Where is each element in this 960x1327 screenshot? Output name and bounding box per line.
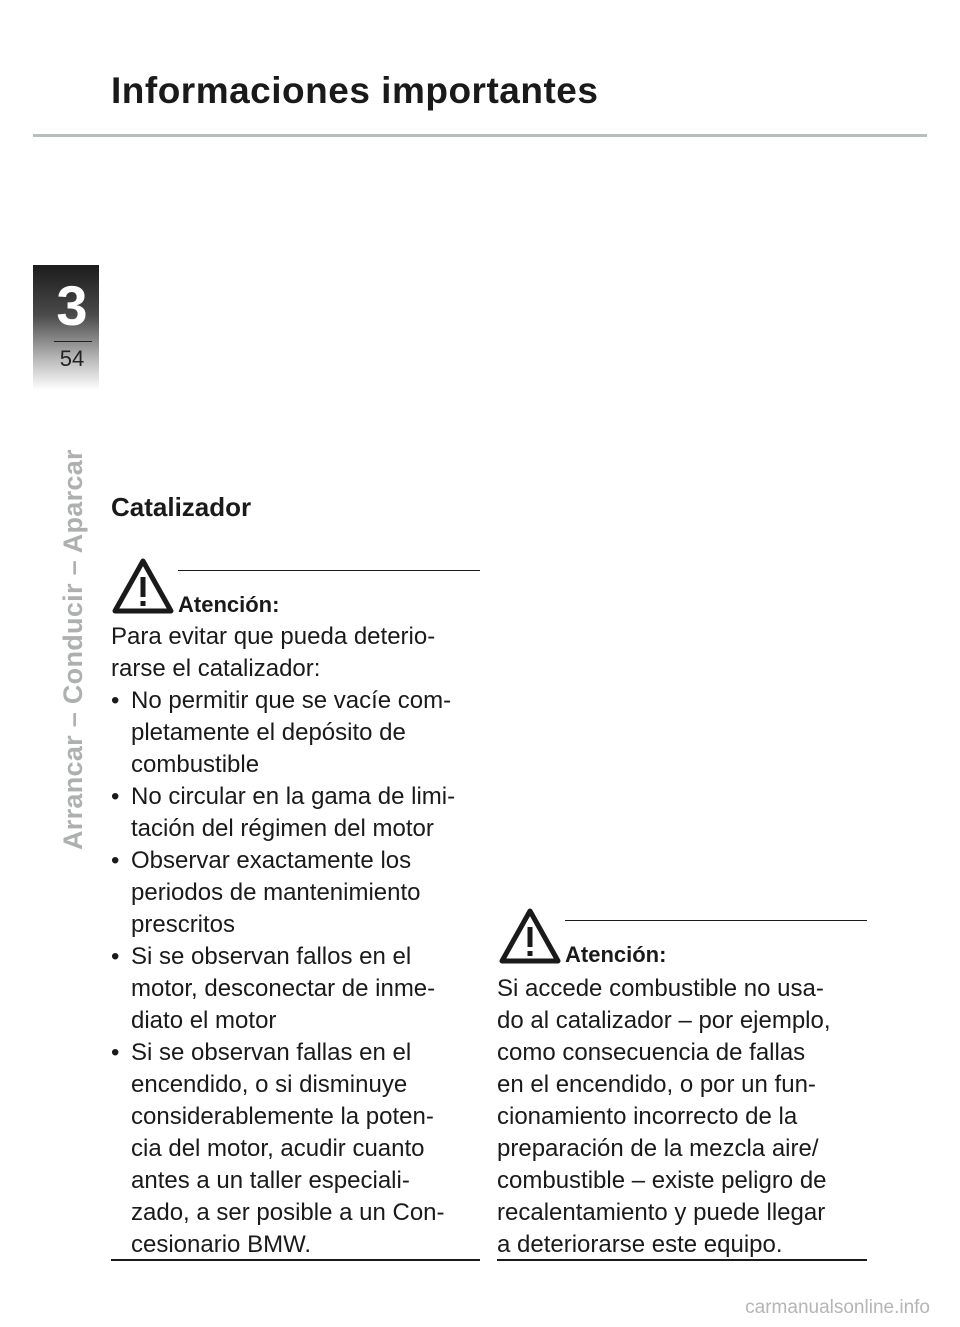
bullet-glyph: • — [111, 847, 120, 874]
warning-intro — [111, 621, 435, 685]
text-line: recalentamiento y puede llegar — [497, 1199, 826, 1226]
warning-label: Atención: — [565, 942, 667, 967]
text-line: antes a un taller especiali- — [131, 1167, 410, 1194]
text-line: combustible — [131, 751, 260, 778]
page-number: 54 — [59, 346, 85, 371]
text-line: No permitir que se vacíe com- — [131, 687, 452, 714]
text-line: encendido, o si disminuye — [131, 1071, 408, 1098]
bullet-glyph: • — [111, 943, 120, 970]
text-line: Observar exactamente los — [131, 847, 412, 874]
text-line: zado, a ser posible a un Con- — [131, 1199, 445, 1226]
text-line: Si se observan fallas en el — [131, 1039, 412, 1066]
list-item — [111, 845, 481, 941]
chapter-number: 3 — [56, 274, 88, 337]
bullet-glyph: • — [111, 1039, 120, 1066]
text-line: Si se observan fallos en el — [131, 943, 412, 970]
chapter-divider — [54, 341, 92, 342]
text-line: preparación de la mezcla aire/ — [497, 1135, 819, 1162]
text-line: pletamente el depósito de — [131, 719, 406, 746]
text-line: Si accede combustible no usa- — [497, 975, 824, 1002]
text-line: en el encendido, o por un fun- — [497, 1071, 816, 1098]
header-divider — [33, 134, 927, 137]
text-line: No circular en la gama de limi- — [131, 783, 456, 810]
chapter-side-label: Arrancar – Conducir – Aparcar — [58, 449, 88, 850]
page-title: Informaciones importantes — [111, 70, 599, 111]
warning-bullet-list — [111, 685, 481, 1261]
text-line: como consecuencia de fallas — [497, 1039, 806, 1066]
warning-top-rule — [178, 570, 480, 571]
text-line: rarse el catalizador: — [111, 655, 321, 682]
warning-top-rule — [565, 920, 867, 921]
section-heading: Catalizador — [111, 492, 252, 522]
warning-triangle-icon — [111, 557, 175, 615]
list-item — [111, 781, 481, 845]
warning-label: Atención: — [178, 592, 280, 617]
text-line: tación del régimen del motor — [131, 815, 434, 842]
text-line: combustible – existe peligro de — [497, 1167, 827, 1194]
text-line: Para evitar que pueda deterio- — [111, 623, 436, 650]
list-item — [111, 1037, 481, 1261]
text-line: prescritos — [131, 911, 236, 938]
text-line: cesionario BMW. — [131, 1231, 312, 1258]
bullet-glyph: • — [111, 783, 120, 810]
warning-text — [497, 973, 831, 1261]
text-line: periodos de mantenimiento — [131, 879, 421, 906]
warning-bottom-rule — [497, 1259, 867, 1261]
list-item — [111, 941, 481, 1037]
text-line: cionamiento incorrecto de la — [497, 1103, 798, 1130]
watermark: carmanualsonline.info — [745, 1297, 930, 1318]
bullet-glyph: • — [111, 687, 120, 714]
text-line: a deteriorarse este equipo. — [497, 1231, 783, 1258]
warning-triangle-icon — [498, 907, 562, 965]
text-line: motor, desconectar de inme- — [131, 975, 436, 1002]
text-line: cia del motor, acudir cuanto — [131, 1135, 425, 1162]
text-line: diato el motor — [131, 1007, 277, 1034]
warning-bottom-rule — [111, 1259, 480, 1261]
text-line: do al catalizador – por ejemplo, — [497, 1007, 831, 1034]
text-line: considerablemente la poten- — [131, 1103, 434, 1130]
list-item — [111, 685, 481, 781]
